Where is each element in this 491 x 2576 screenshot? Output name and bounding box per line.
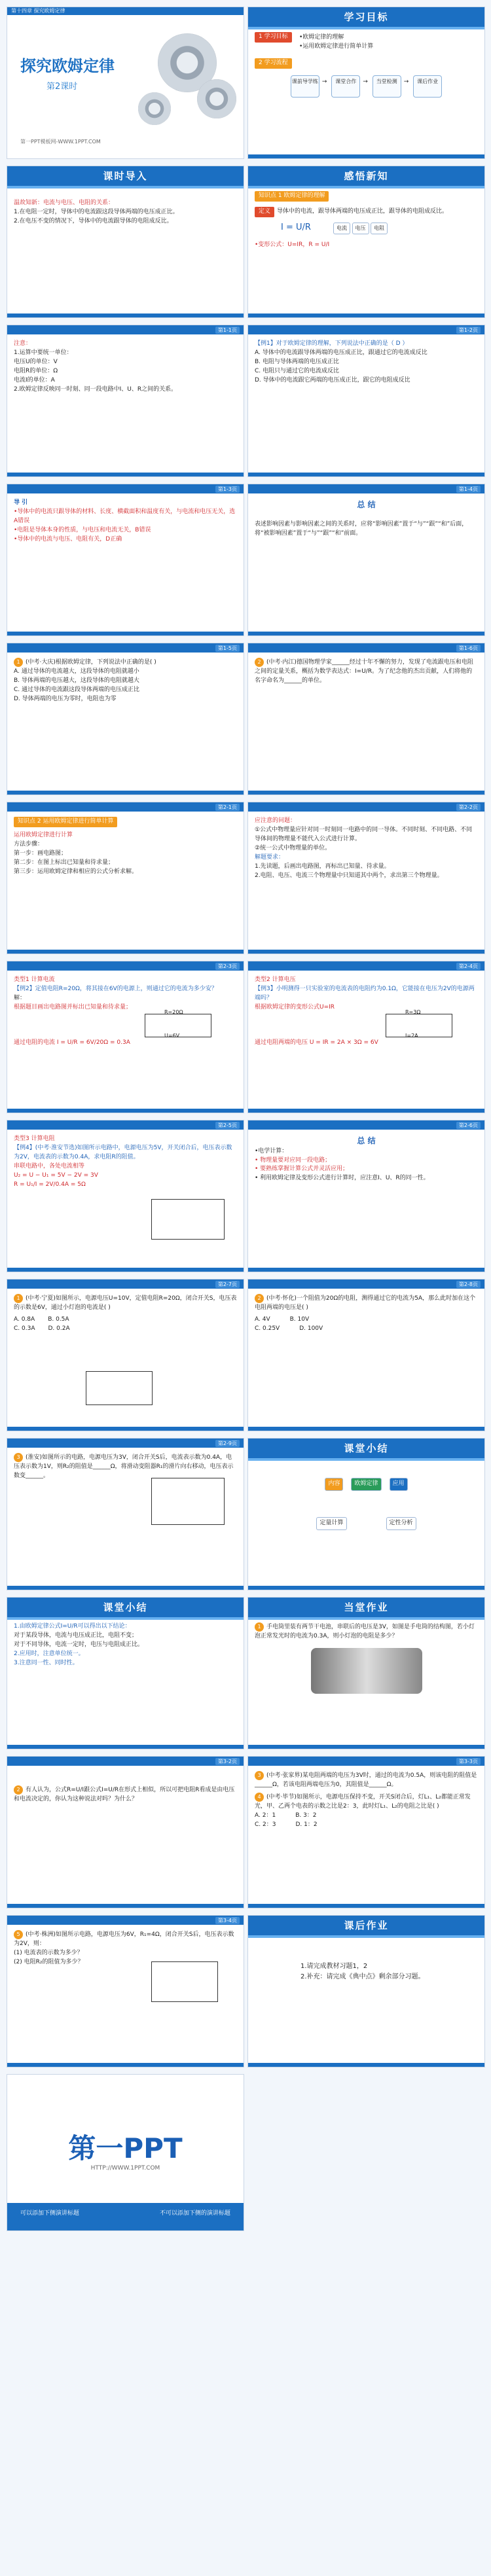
classsum-heading: 课堂小结: [248, 1439, 484, 1458]
calc1-s2: 通过电阻的电流 I = U/R = 6V/20Ω = 0.3A: [14, 1039, 130, 1046]
qd-b[interactable]: B. 10V: [289, 1315, 310, 1323]
summary2-text: 表述影响因素与影响因素之间的关系时，应将“影响因素”置于“与”“跟”“和”后面，将“被影响因素”置于“与”“跟”“和”前面。: [255, 520, 468, 537]
kp2-s1: 第一步：画电路图；: [14, 850, 67, 857]
qc-a[interactable]: A. 0.8A: [14, 1315, 35, 1323]
qg-text: (中考·张家界)某电阻两端的电压为3V时，通过的电流为0.5A，则该电阻的阻值是______Ω，若该电阻两端电压为0，其阻值是______Ω。: [255, 1772, 477, 1788]
calc3-text: 【例4】(中考·淮安节选)如图所示电路中，电源电压为5V，开关闭合后，电压表示数为2V，电流表的示数为0.4A，求电阻R的阻值。: [14, 1144, 232, 1160]
qa-number: 1: [14, 658, 23, 667]
notes2-l5: 2.电阻、电压、电流三个物理量中只知道其中两个，求出第三个物理量。: [255, 872, 443, 879]
notes1-l2: 电压U的单位：V: [14, 358, 58, 365]
qd-text: (中考·怀化)一个阻值为20Ω的电阻，测得通过它的电流为5A，那么此时加在这个电阻两端的电压是( ): [255, 1295, 476, 1311]
slide-ex1[interactable]: 第1-2页 【例1】对于欧姆定律的理解，下列说法中正确的是（ D ） A. 导体中的电流跟导体两端的电压成正比，跟通过它的电流成反比 B. 电阻与导体两端的电压成正比 C. 电阻只与通过它的电流成反比 D. 导体中的电流跟它两端的电压成正比，跟它的电阻成反比: [247, 325, 485, 477]
kp2-title: 运用欧姆定律进行计算: [14, 831, 73, 838]
notes1-l4: 电流I的单位：A: [14, 376, 55, 384]
slide-notes2[interactable]: 第2-2页 应注意的问题： ①公式中物理量应针对同一时刻同一电路中的同一导体。不同时刻、不同电路、不同导体间的物理量不能代入公式进行计算。 ②统一公式中物理量的单位。 解题要求： 1.先读题，后画出电路图，再标出已知量、待求量。 2.电阻、电压、电流三个物理量中只知道其中两个，求出第三个物理量。: [247, 802, 485, 954]
cover-bar: [7, 7, 244, 15]
qb-number: 2: [255, 658, 264, 667]
slide-qe[interactable]: 第2-9页 3 (淮安)如图所示的电路，电源电压为3V，闭合开关S后，电流表示数为0.4A，电压表示数为1V，则R₂的阻值是______Ω，将滑动变阻器R₁的滑片向右移动，电压表示数变______。: [7, 1438, 244, 1590]
qb-text: (中考·内江)德国物理学家______经过十年不懈的努力，发现了电流跟电压和电阻之间的定量关系，概括为数学表达式：I=U/R。为了纪念他的杰出贡献，人们将他的名字命名为______的单位。: [255, 659, 473, 684]
objectives-tag1: 1 学习目标: [255, 32, 292, 43]
calc2-type: 类型2 计算电压: [255, 976, 296, 983]
qc-b[interactable]: B. 0.5A: [48, 1315, 69, 1323]
label-resistance: 电阻: [371, 223, 388, 234]
qe-text: (淮安)如图所示的电路，电源电压为3V，闭合开关S后，电流表示数为0.4A，电压表示数为1V，则R₂的阻值是______Ω，将滑动变阻器R₁的滑片向右移动，电压表示数变______。: [14, 1454, 234, 1479]
notes2-l2: ②统一公式中物理量的单位。: [255, 844, 331, 851]
brand-logo: 第一PPT: [68, 2132, 183, 2164]
summary3-l3: • 要熟练掌握计算公式并灵活应用；: [255, 1166, 349, 1173]
homework-heading: 当堂作业: [248, 1598, 484, 1617]
calc1-v: U=6V: [164, 1032, 180, 1039]
cover-subtitle: 第2课时: [46, 82, 78, 92]
perceive-heading: 感悟新知: [248, 166, 484, 186]
slide-qf[interactable]: 第3-2页 2 有人认为，公式R=U/I跟公式I=U/R在形式上相似，所以可把电阻R看成是由电压和电流决定的，你认为这种说法对吗？为什么？: [7, 1756, 244, 1908]
qg-number: 3: [255, 1771, 264, 1780]
slide-calc3[interactable]: 第2-5页 类型3 计算电阻 【例4】(中考·淮安节选)如图所示电路中，电源电压为5V，开关闭合后，电压表示数为2V，电流表的示数为0.4A，求电阻R的阻值。 串联电路中，各处电流相等 U₂ = U − U₁ = 5V − 2V = 3V R = U₁/I = 2V/0.4A = 5Ω: [7, 1120, 244, 1272]
qg-b[interactable]: B. 3：2: [295, 1812, 317, 1819]
slide-brand[interactable]: [7, 2074, 244, 2231]
summary1-title: 导 引: [14, 499, 28, 506]
slide-qg[interactable]: 第3-3页 3 (中考·张家界)某电阻两端的电压为3V时，通过的电流为0.5A，则该电阻的阻值是______Ω，若该电阻两端电压为0，其阻值是______Ω。 4 (中考·毕节)如图所示，电源电压保持不变，开关S闭合后，灯L₁、L₂都能正常发光，甲、乙两个电表的示数之比是2：3，此时灯L₁、L₂的电阻之比是( ) A. 2：1 B. 3：2 C. 2：3 D. 1：2: [247, 1756, 485, 1908]
homework-number: 1: [255, 1622, 264, 1632]
qh-p2: (2) 电阻R₂的阻值为多少？: [14, 1958, 84, 1965]
summary2-title: 总 结: [357, 500, 376, 509]
kp2-tag: 知识点 2 运用欧姆定律进行简单计算: [14, 817, 117, 827]
slide-qb[interactable]: 第1-6页 2 (中考·内江)德国物理学家______经过十年不懈的努力，发现了电流跟电压和电阻之间的定量关系，概括为数学表达式：I=U/R。为了纪念他的杰出贡献，人们将他的名字命名为______的单位。: [247, 643, 485, 795]
classsum-b2: 定性分析: [386, 1517, 416, 1530]
brand-url: HTTP://WWW.1PPT.COM: [90, 2165, 160, 2172]
classsum2-l5: 3.注意同一性、同时性。: [14, 1659, 79, 1666]
qd-a[interactable]: A. 4V: [255, 1315, 270, 1323]
gear-icon: [138, 92, 171, 125]
kp2-s3: 第三步：运用欧姆定律和相应的公式分析求解。: [14, 868, 138, 875]
qg-c[interactable]: C. 2：3: [255, 1821, 276, 1828]
qa-d[interactable]: D. 导体两端的电压为零时，电阻也为零: [14, 695, 117, 702]
ex1-c[interactable]: C. 电阻只与通过它的电流成反比: [255, 367, 340, 374]
notes2-l4: 1.先读题，后画出电路图，再标出已知量、待求量。: [255, 863, 390, 870]
intro-heading: 课时导入: [7, 166, 244, 186]
notes1-title: 注意：: [14, 340, 32, 347]
qg-a[interactable]: A. 2：1: [255, 1812, 276, 1819]
calc3-s2: U₂ = U − U₁ = 5V − 2V = 3V: [14, 1172, 98, 1179]
perceive-def-tag: 定义: [255, 207, 274, 217]
ex1-a[interactable]: A. 导体中的电流跟导体两端的电压成正比，跟通过它的电流成反比: [255, 349, 427, 356]
calc3-s3: R = U₁/I = 2V/0.4A = 5Ω: [14, 1181, 86, 1188]
qh-number: 5: [14, 1930, 23, 1939]
flashlight-image: [311, 1648, 422, 1694]
notes2-title: 应注意的问题：: [255, 817, 297, 824]
slide-qa[interactable]: 第1-5页 1 (中考·大庆)根据欧姆定律，下列说法中正确的是( ) A. 通过导体的电流越大，这段导体的电阻就越小 B. 导体两端的电压越大，这段导体的电阻就越大 C. 通过导体的电流跟这段导体两端的电压成正比 D. 导体两端的电压为零时，电阻也为零: [7, 643, 244, 795]
objectives-tag2: 2 学习流程: [255, 58, 292, 69]
qa-c[interactable]: C. 通过导体的电流跟这段导体两端的电压成正比: [14, 686, 140, 693]
cover-site: 第一PPT模板网-WWW.1PPT.COM: [20, 139, 101, 145]
perceive-formula: I = U/R: [281, 222, 311, 232]
qa-b[interactable]: B. 导体两端的电压越大，这段导体的电阻就越大: [14, 677, 139, 684]
qa-text: (中考·大庆)根据欧姆定律，下列说法中正确的是( ): [26, 659, 156, 666]
label-voltage: 电压: [352, 223, 369, 234]
summary3-l4: • 利用欧姆定律及变形公式进行计算时，应注意I、U、R的同一性。: [255, 1175, 429, 1182]
classsum-b1: 定量计算: [316, 1517, 346, 1530]
slide-objectives[interactable]: [247, 7, 485, 159]
slide-calc2[interactable]: 第2-4页 类型2 计算电压 【例3】小明测得一只实验室的电流表的电阻约为0.1Ω，它能接在电压为2V的电源两端吗？ 根据欧姆定律的变形公式U=IR R=3Ω I=2A 通过电阻两端的电压 U = IR = 2A × 3Ω = 6V: [247, 961, 485, 1113]
ex1-b[interactable]: B. 电阻与导体两端的电压成正比: [255, 358, 339, 365]
perceive-kp: 知识点 1 欧姆定律的理解: [255, 191, 329, 202]
qc-circuit: [86, 1371, 153, 1405]
slide-perceive[interactable]: [247, 166, 485, 318]
notes1-l1: 1.运算中要统一单位：: [14, 349, 73, 356]
brand-left: 可以添加下侧演讲标题: [20, 2210, 80, 2217]
summary1-l1: •导体中的电流只跟导体的材料、长度、横截面积和温度有关，与电流和电压无关，选A错误: [14, 508, 236, 524]
cover-title: 探究欧姆定律: [20, 57, 115, 75]
summary1-l3: •导体中的电流与电压、电阻有关，D正确: [14, 535, 122, 543]
calc1-text: 【例2】定值电阻R=20Ω，将其接在6V的电源上，则通过它的电流为多少安？: [14, 985, 217, 992]
gear-icon: [197, 79, 236, 118]
qg-d[interactable]: D. 1：2: [295, 1821, 318, 1828]
perceive-def: 导体中的电流，跟导体两端的电压成正比，跟导体的电阻成反比。: [277, 207, 448, 215]
notes2-l3: 解题要求：: [255, 853, 285, 861]
ex1-d[interactable]: D. 导体中的电流跟它两端的电压成正比，跟它的电阻成反比: [255, 376, 410, 384]
qe-circuit: [151, 1478, 225, 1525]
qd-c[interactable]: C. 0.25V: [255, 1325, 280, 1332]
flow-step-3: 当堂检测: [373, 75, 401, 98]
classsum2-l1: 1.由欧姆定律公式I=U/R可以得出以下结论：: [14, 1623, 131, 1630]
slide-summary2[interactable]: 第1-4页 总 结 表述影响因素与影响因素之间的关系时，应将“影响因素”置于“与”“跟”“和”后面，将“被影响因素”置于“与”“跟”“和”前面。: [247, 484, 485, 636]
slide-cover[interactable]: [7, 7, 244, 159]
intro-q2: 1.在电阻一定时，导体中的电流跟这段导体两端的电压成正比。: [14, 208, 179, 215]
calc2-s1: 根据欧姆定律的变形公式U=IR: [255, 1003, 335, 1011]
slide-qh[interactable]: 第3-4页 5 (中考·株洲)如图所示电路，电源电压为6V，R₁=4Ω，闭合开关S后，电压表示数为2V，则： (1) 电流表的示数为多少？ (2) 电阻R₂的阻值为多少？: [7, 1915, 244, 2067]
intro-q3: 2.在电压不变的情况下，导体中的电流跟导体的电阻成反比。: [14, 217, 173, 224]
qc-d[interactable]: D. 0.2A: [48, 1325, 70, 1332]
summary3-l1: •电学计算：: [255, 1147, 288, 1154]
ex1-title: 【例1】对于欧姆定律的理解，下列说法中正确的是（ D ）: [255, 340, 409, 347]
qc-c[interactable]: C. 0.3A: [14, 1325, 35, 1332]
classsum2-l4: 2.应用时，注意单位统一。: [14, 1650, 84, 1657]
after-l2: 2.补充：请完成《典中点》剩余部分习题。: [300, 1973, 425, 1980]
qh-circuit: [151, 1961, 218, 2002]
calc2-i: I=2A: [405, 1032, 418, 1039]
intro-q1: 温故知新：电流与电压、电阻的关系：: [14, 200, 115, 206]
perceive-variant: •变形公式：U=IR，R = U/I: [255, 241, 330, 249]
qd-d[interactable]: D. 100V: [299, 1325, 323, 1332]
qe-number: 3: [14, 1453, 23, 1462]
slide-intro[interactable]: [7, 166, 244, 318]
calc1-type: 类型1 计算电流: [14, 976, 55, 983]
qf-text: 有人认为，公式R=U/I跟公式I=U/R在形式上相似，所以可把电阻R看成是由电压和电流决定的，你认为这种说法对吗？为什么？: [14, 1787, 235, 1802]
slide-qd[interactable]: 第2-8页 2 (中考·怀化)一个阻值为20Ω的电阻，测得通过它的电流为5A，那么此时加在这个电阻两端的电压是( ) A. 4V B. 10V C. 0.25V D. 100V: [247, 1279, 485, 1431]
cover-chapter: 第十四章 探究欧姆定律: [11, 8, 65, 14]
qg-number2: 4: [255, 1793, 264, 1802]
slide-classsum[interactable]: [247, 1438, 485, 1590]
objectives-heading: 学习目标: [248, 7, 484, 27]
flow-step-1: 课前导学练: [291, 75, 319, 98]
summary3-title: 总 结: [357, 1136, 376, 1145]
slide-summary1[interactable]: 第1-3页 导 引 •导体中的电流只跟导体的材料、长度、横截面积和温度有关，与电流和电压无关，选A错误 •电阻是导体本身的性质，与电压和电流无关，B错误 •导体中的电流与电压、电阻有关，D正确: [7, 484, 244, 636]
slide-calc1[interactable]: 第2-3页 类型1 计算电流 【例2】定值电阻R=20Ω，将其接在6V的电源上，则通过它的电流为多少安？ 解： 根据题目画出电路图并标出已知量和待求量； R=20Ω U=6V 通过电阻的电流 I = U/R = 6V/20Ω = 0.3A: [7, 961, 244, 1113]
qh-p1: (1) 电流表的示数为多少？: [14, 1949, 83, 1956]
qd-number: 2: [255, 1294, 264, 1303]
calc2-s2: 通过电阻两端的电压 U = IR = 2A × 3Ω = 6V: [255, 1039, 378, 1046]
summary1-l2: •电阻是导体本身的性质，与电压和电流无关，B错误: [14, 526, 151, 533]
qa-a[interactable]: A. 通过导体的电流越大，这段导体的电阻就越小: [14, 668, 139, 675]
calc2-circuit: [255, 1009, 478, 1039]
calc2-text: 【例3】小明测得一只实验室的电流表的电阻约为0.1Ω，它能接在电压为2V的电源两端吗？: [255, 985, 475, 1001]
summary3-l2: • 物理量要对应同一段电路；: [255, 1156, 331, 1164]
label-current: 电流: [333, 223, 350, 234]
qc-text: (中考·宁夏)如图所示，电源电压U=10V，定值电阻R=20Ω，闭合开关S，电压表的示数是6V，通过小灯泡的电流是( ): [14, 1295, 237, 1311]
qc-number: 1: [14, 1294, 23, 1303]
slide-notes1[interactable]: 第1-1页 注意： 1.运算中要统一单位： 电压U的单位：V 电阻R的单位：Ω 电流I的单位：A 2.欧姆定律反映同一时刻、同一段电路中I、U、R之间的关系。: [7, 325, 244, 477]
homework-text: 手电筒里装有两节干电池，串联后的电压是3V，如图是手电筒的结构图，若小灯泡正常发光时的电流为0.3A，则小灯泡的电阻是多少？: [255, 1624, 475, 1639]
slide-summary3[interactable]: 第2-6页 总 结 •电学计算： • 物理量要对应同一段电路； • 要熟练掌握计算公式并灵活应用； • 利用欧姆定律及变形公式进行计算时，应注意I、U、R的同一性。: [247, 1120, 485, 1272]
classsum2-l2: 对于某段导体，电流与电压成正比，电阻不变；: [14, 1632, 138, 1639]
slide-kp2[interactable]: 第2-1页 知识点 2 运用欧姆定律进行简单计算 运用欧姆定律进行计算 方法步骤： 第一步：画电路图； 第二步：在图上标出已知量和待求量； 第三步：运用欧姆定律和相应的公式分析求解。: [7, 802, 244, 954]
calc1-r: R=20Ω: [164, 1009, 183, 1015]
qf-number: 2: [14, 1785, 23, 1795]
calc1-sol: 解：: [14, 994, 26, 1001]
objectives-item2: •运用欧姆定律进行简单计算: [299, 43, 374, 50]
classsum2-l3: 对于不同导体，电流一定时，电压与电阻成正比。: [14, 1641, 144, 1648]
qh-text: (中考·株洲)如图所示电路，电源电压为6V，R₁=4Ω，闭合开关S后，电压表示数为2V，则：: [14, 1931, 234, 1947]
flow-step-2: 课堂合作: [331, 75, 360, 98]
qg-text2: (中考·毕节)如图所示，电源电压保持不变，开关S闭合后，灯L₁、L₂都能正常发光，甲、乙两个电表的示数之比是2：3，此时灯L₁、L₂的电阻之比是( ): [255, 1793, 471, 1810]
calc2-r: R=3Ω: [405, 1009, 421, 1015]
calc1-circuit: [14, 1009, 237, 1039]
slide-qc[interactable]: 第2-7页 1 (中考·宁夏)如图所示，电源电压U=10V，定值电阻R=20Ω，闭合开关S，电压表的示数是6V，通过小灯泡的电流是( ) A. 0.8A B. 0.5A C. 0.3A D. 0.2A: [7, 1279, 244, 1431]
calc3-s1: 串联电路中，各处电流相等: [14, 1162, 85, 1170]
kp2-s2: 第二步：在图上标出已知量和待求量；: [14, 859, 115, 866]
classsum-box3: 应用: [390, 1478, 408, 1491]
calc3-type: 类型3 计算电阻: [14, 1136, 55, 1142]
after-l1: 1.请完成教材习题1，2: [300, 1963, 368, 1970]
slide-classsum2[interactable]: [7, 1597, 244, 1749]
slide-homework[interactable]: [247, 1597, 485, 1749]
calc1-s1: 根据题目画出电路图并标出已知量和待求量；: [14, 1003, 132, 1011]
classsum2-heading: 课堂小结: [7, 1598, 244, 1617]
flow-step-4: 课后作业: [413, 75, 442, 98]
notes1-l3: 电阻R的单位：Ω: [14, 367, 58, 374]
slide-after[interactable]: [247, 1915, 485, 2067]
after-heading: 课后作业: [248, 1916, 484, 1935]
classsum-box2: 欧姆定律: [351, 1478, 381, 1491]
notes2-l1: ①公式中物理量应针对同一时刻同一电路中的同一导体。不同时刻、不同电路、不同导体间的物理量不能代入公式进行计算。: [255, 826, 473, 842]
notes1-l5: 2.欧姆定律反映同一时刻、同一段电路中I、U、R之间的关系。: [14, 385, 177, 393]
classsum-box1: 内容: [325, 1478, 343, 1491]
objectives-flow: 课前导学练 → 课堂合作 → 当堂检测 → 课后作业: [255, 75, 478, 98]
kp2-steps: 方法步骤：: [14, 840, 44, 848]
objectives-item1: •欧姆定律的理解: [299, 33, 344, 41]
brand-right: 不可以添加下侧的演讲标题: [159, 2210, 230, 2217]
calc3-circuit: [151, 1199, 225, 1240]
